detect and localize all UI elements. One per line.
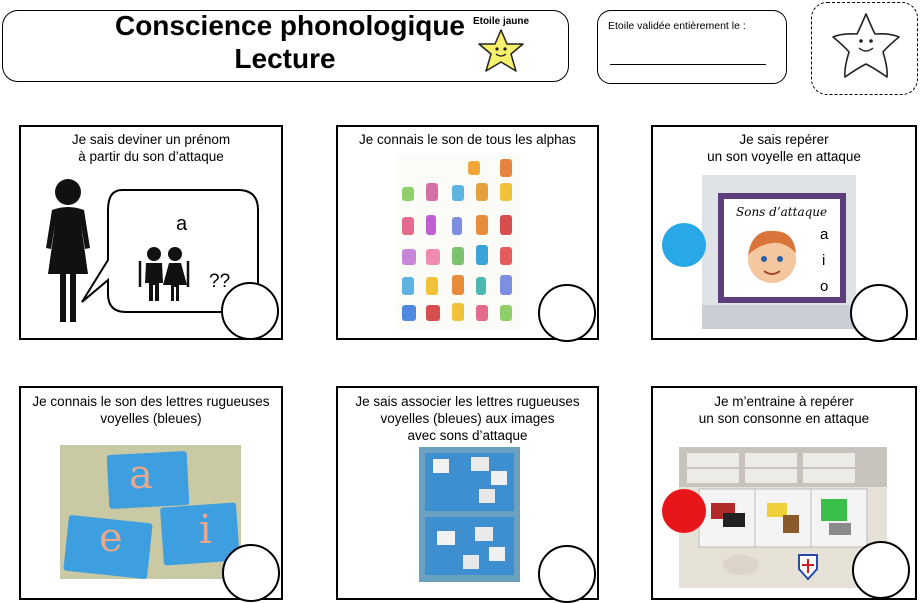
bubble-question-marks: ?? (209, 271, 231, 292)
yellow-star-icon (474, 27, 528, 75)
validation-label: Etoile validée entièrement le : (608, 20, 746, 32)
card-2-caption: Je connais le son de tous les alphas (359, 132, 576, 147)
children-icon (138, 245, 190, 303)
card-3-check-circle[interactable] (850, 284, 908, 342)
red-dot (662, 489, 706, 533)
sons-attaque-card-image (702, 175, 856, 329)
rough-letter-i: i (199, 507, 212, 553)
star-outline-icon (828, 10, 904, 82)
card-5-caption: Je sais associer les lettres rugueuses voyelles (bleues) aux images avec sons d’attaque (355, 394, 580, 443)
alphas-poster-image (396, 155, 521, 330)
bubble-letter: a (176, 213, 188, 235)
vowel-o: o (820, 278, 829, 295)
sons-attaque-title: Sons d’attaque (736, 205, 828, 219)
vowel-a: a (820, 226, 829, 243)
blue-dot (662, 223, 706, 267)
card-2-check-circle[interactable] (538, 284, 596, 342)
card-5-check-circle[interactable] (538, 545, 596, 603)
card-6-check-circle[interactable] (852, 541, 910, 599)
star-label: Etoile jaune (472, 16, 530, 27)
card-1-caption: Je sais deviner un prénom à partir du son d’attaque (71, 132, 231, 164)
page-subtitle: Lecture (234, 43, 336, 74)
card-3-caption: Je sais repérer un son voyelle en attaque (707, 132, 861, 164)
card-6-caption: Je m’entraine à repérer un son consonne en attaque (698, 394, 870, 426)
rough-letter-e: e (99, 515, 123, 561)
card-1-check-circle[interactable] (221, 282, 279, 340)
page-title: Conscience phonologique (114, 10, 465, 41)
validation-date-line[interactable] (610, 64, 766, 65)
card-4-check-circle[interactable] (222, 544, 280, 602)
rough-letter-a: a (129, 452, 153, 498)
association-photo (419, 447, 520, 582)
card-4-caption: Je connais le son des lettres rugueuses voyelles (bleues) (32, 394, 270, 426)
vowel-i: i (822, 252, 826, 269)
